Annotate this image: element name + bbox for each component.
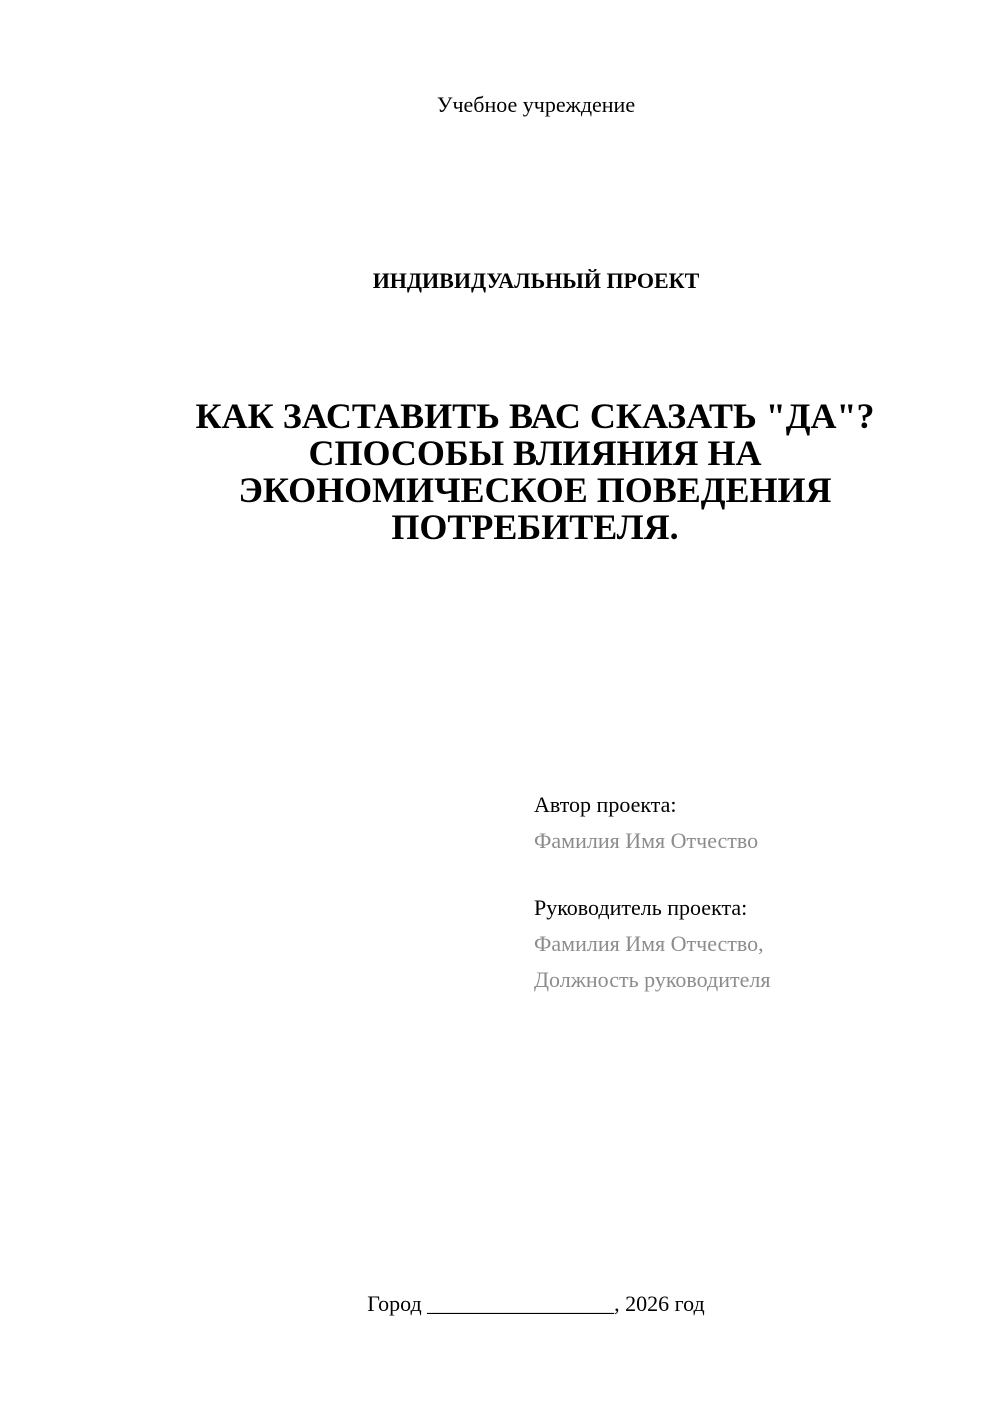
supervisor-label: Руководитель проекта: [534, 895, 748, 920]
credits-block [534, 787, 974, 998]
city-label: Город [367, 1291, 422, 1316]
project-title [170, 398, 900, 546]
supervisor-name: Фамилия Имя Отчество, [534, 931, 764, 956]
title-line-1: КАК ЗАСТАВИТЬ ВАС СКАЗАТЬ "ДА"? [195, 396, 875, 436]
author-name: Фамилия Имя Отчество [534, 828, 759, 853]
author-label: Автор проекта: [534, 792, 677, 817]
title-line-2: СПОСОБЫ ВЛИЯНИЯ НА [308, 433, 762, 473]
supervisor-position: Должность руководителя [534, 967, 771, 992]
institution-name: Учебное учреждение [436, 92, 636, 117]
credits-spacer [534, 859, 974, 890]
city-blank: _________________ [427, 1291, 615, 1316]
title-line-3: ЭКОНОМИЧЕСКОЕ ПОВЕДЕНИЯ [238, 470, 832, 510]
year-text: , 2026 год [614, 1291, 705, 1316]
footer-city-year [0, 1289, 1000, 1319]
title-line-4: ПОТРЕБИТЕЛЯ. [391, 507, 679, 547]
project-type-heading: ИНДИВИДУАЛЬНЫЙ ПРОЕКТ [372, 268, 700, 293]
